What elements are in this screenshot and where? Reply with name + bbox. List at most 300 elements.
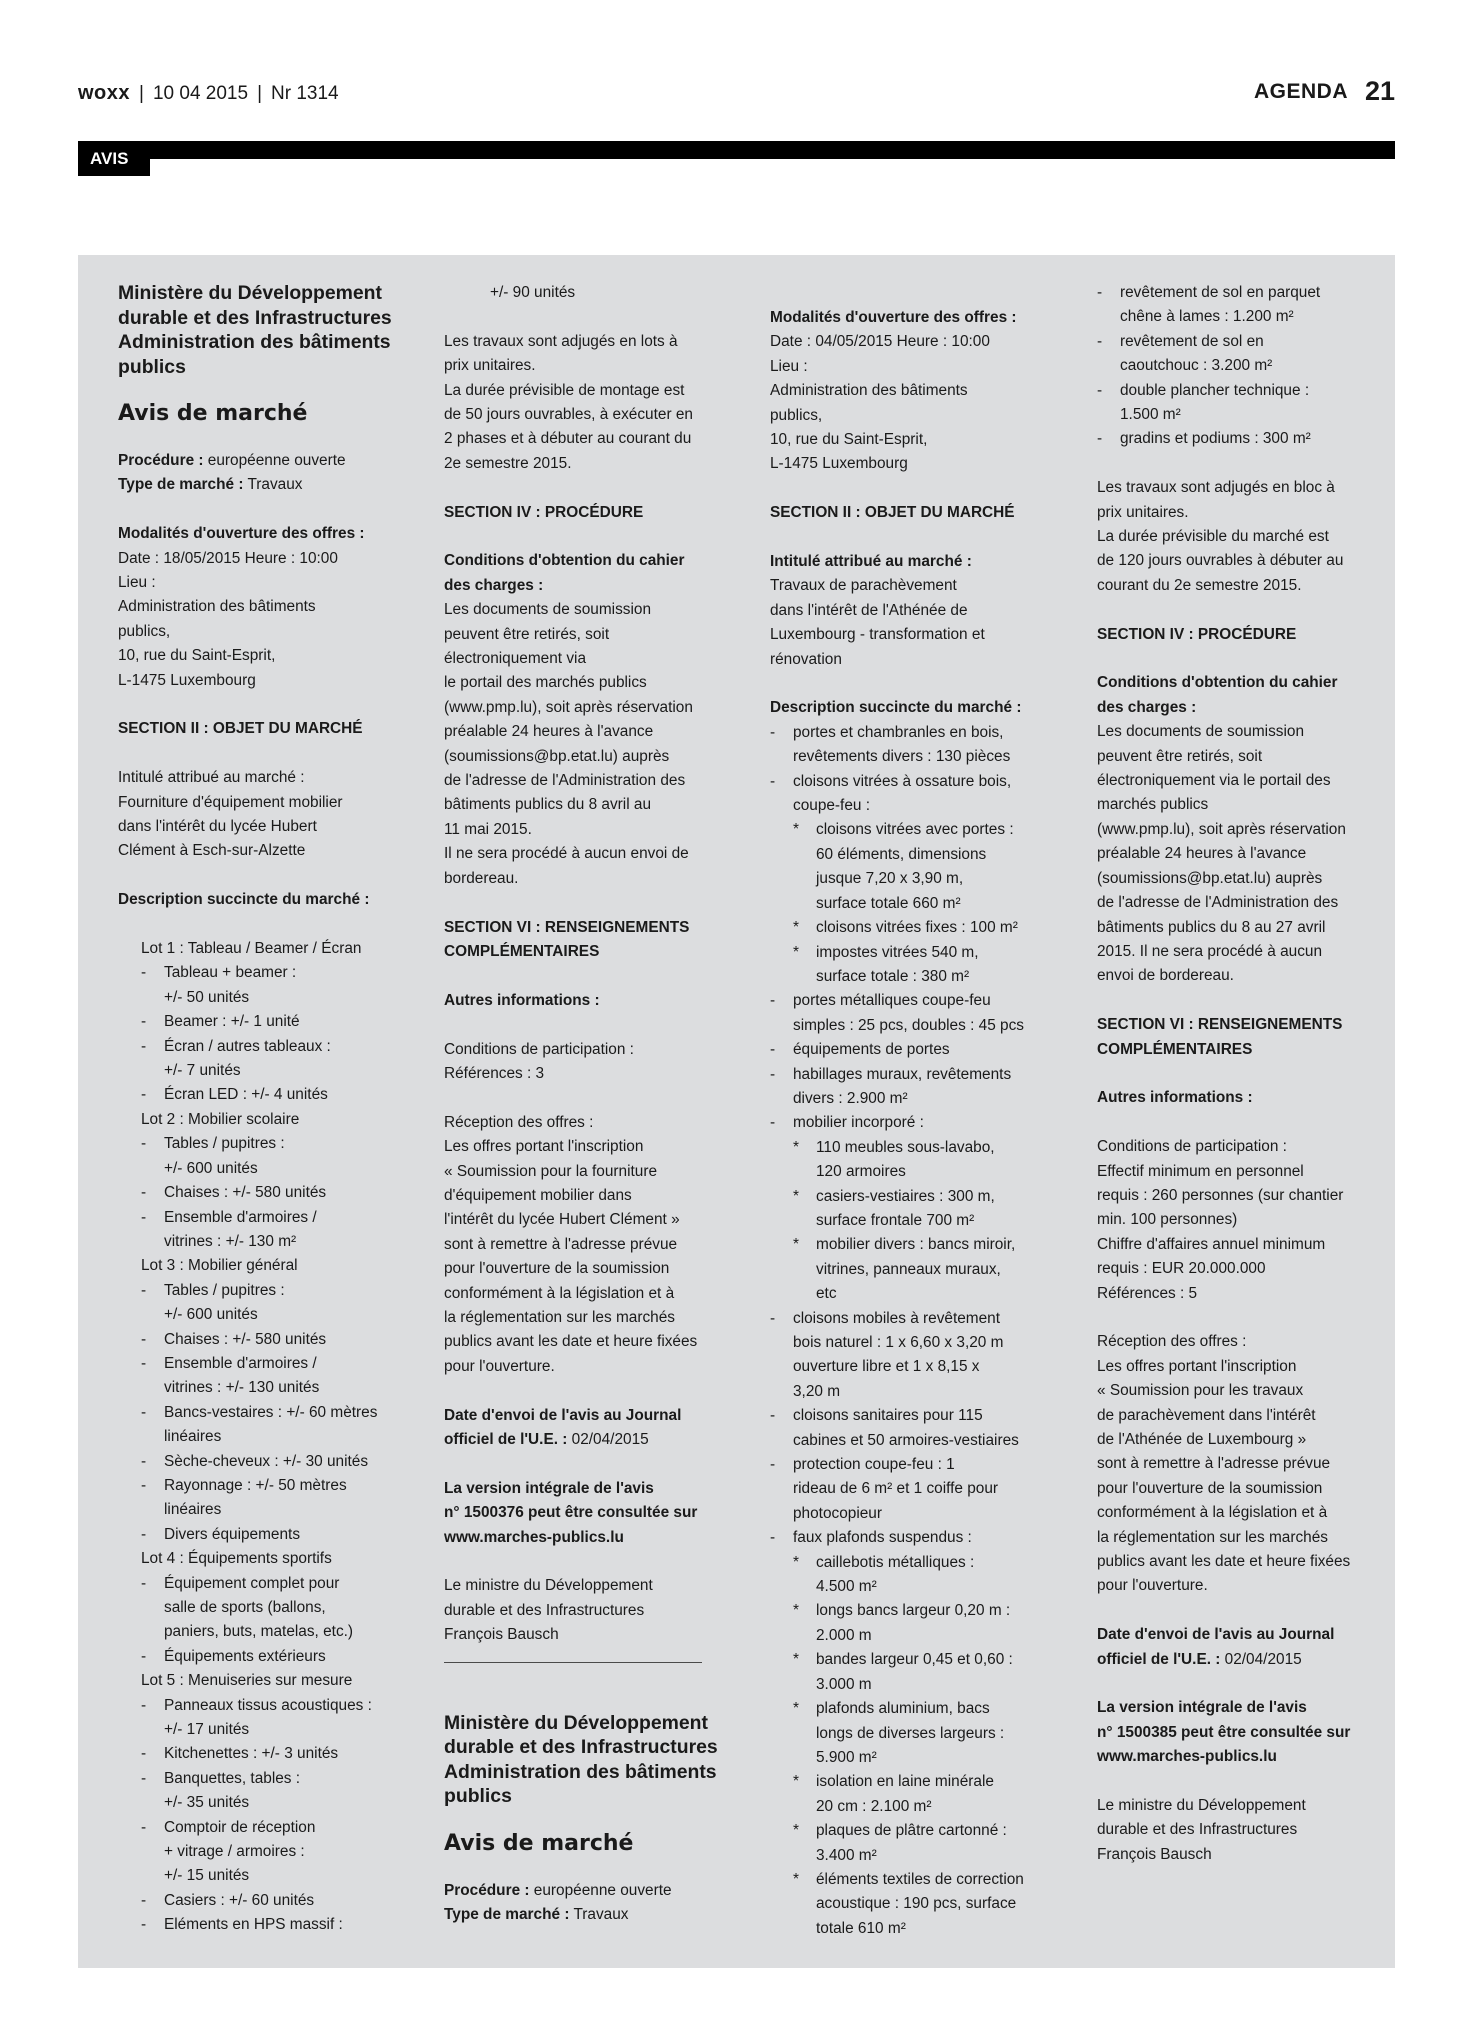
dash-bullet: -	[141, 1647, 147, 1665]
text-line: cloisons mobiles à revêtement	[793, 1309, 1001, 1327]
text-line: publics,	[770, 406, 823, 424]
text-line: équipements de portes	[793, 1041, 950, 1059]
work-subitem	[770, 1648, 1075, 1697]
notice-divider	[444, 1662, 702, 1663]
org-line: Ministère du Développement	[118, 282, 382, 304]
column-4	[1097, 281, 1402, 1867]
text-line: Les offres portant l'inscription	[444, 1138, 644, 1156]
text-line: gradins et podiums : 300 m²	[1120, 430, 1311, 448]
text-line: Bancs-vestaires : +/- 60 mètres	[164, 1403, 378, 1421]
work-item	[1097, 281, 1402, 330]
text-line: Divers équipements	[164, 1525, 301, 1543]
lot-item	[118, 1401, 423, 1450]
dash-bullet: -	[141, 1037, 147, 1055]
work-item	[1097, 379, 1402, 428]
text-line: préalable 24 heures à l'avance	[1097, 845, 1307, 863]
text-line: dans l'intérêt du lycée Hubert	[118, 818, 317, 836]
text-line: requis : 260 personnes (sur chantier	[1097, 1186, 1344, 1204]
type-value: Travaux	[243, 476, 303, 494]
text-line: dans l'intérêt de l'Athénée de	[770, 601, 968, 619]
asterisk-bullet: *	[793, 1773, 799, 1791]
other-info-heading: Autres informations :	[444, 991, 600, 1009]
text-line: électroniquement via	[444, 650, 587, 668]
text-line: Équipements extérieurs	[164, 1647, 326, 1665]
text-line: habillages muraux, revêtements	[793, 1065, 1012, 1083]
text-line: Écran / autres tableaux :	[164, 1037, 331, 1055]
dash-bullet: -	[770, 1529, 776, 1547]
lot-item	[118, 1181, 423, 1205]
text-line: 10, rue du Saint-Esprit,	[118, 647, 276, 665]
type-line	[444, 1903, 749, 1927]
text-line: rénovation	[770, 650, 842, 668]
text-line: 4.500 m²	[816, 1578, 877, 1596]
masthead	[78, 82, 339, 105]
dash-bullet: -	[141, 1086, 147, 1104]
text-line: pour l'ouverture de la soumission	[1097, 1479, 1323, 1497]
text-line: isolation en laine minérale	[816, 1773, 994, 1791]
text-line: salle de sports (ballons,	[164, 1599, 326, 1617]
participation-lines	[444, 1038, 749, 1087]
dash-bullet: -	[770, 1041, 776, 1059]
text-line: cloisons sanitaires pour 115	[793, 1407, 983, 1425]
text-line: acoustique : 190 pcs, surface	[816, 1895, 1017, 1913]
dash-bullet: -	[1097, 332, 1103, 350]
issue-number: Nr 1314	[271, 83, 339, 104]
full-version-link	[444, 1477, 749, 1550]
dash-bullet: -	[141, 1574, 147, 1592]
text-line: min. 100 personnes)	[1097, 1211, 1238, 1229]
text-line: +/- 17 unités	[164, 1721, 250, 1739]
text-line: longs de diverses largeurs :	[816, 1724, 1005, 1742]
section-name: AGENDA	[1253, 80, 1348, 103]
section2-heading: SECTION II : OBJET DU MARCHÉ	[118, 720, 363, 738]
intitule-heading: Intitulé attribué au marché :	[770, 553, 972, 571]
text-line: caoutchouc : 3.200 m²	[1120, 357, 1273, 375]
text-line: vitrines : +/- 130 m²	[164, 1232, 297, 1250]
work-subitem	[770, 1185, 1075, 1234]
lot-item	[118, 961, 423, 1010]
dash-bullet: -	[770, 723, 776, 741]
text-line: Les documents de soumission	[1097, 723, 1305, 741]
text-line: Lieu :	[770, 357, 808, 375]
separator: |	[139, 83, 144, 104]
text-line: 2e semestre 2015.	[444, 454, 572, 472]
dash-bullet: -	[141, 1013, 147, 1031]
text-line: conformément à la législation et à	[444, 1284, 675, 1302]
lot-item	[118, 1572, 423, 1645]
text-line: des charges :	[444, 576, 544, 594]
lot-heading: Lot 4 : Équipements sportifs	[141, 1550, 332, 1568]
separator: |	[257, 83, 262, 104]
text-line: Le ministre du Développement	[444, 1577, 653, 1595]
award-lines	[444, 330, 749, 476]
dash-bullet: -	[141, 1330, 147, 1348]
work-subitem	[770, 941, 1075, 990]
text-line: 3.400 m²	[816, 1846, 877, 1864]
text-line: revêtement de sol en	[1120, 332, 1264, 350]
dash-bullet: -	[141, 1281, 147, 1299]
text-line: Administration des bâtiments	[770, 382, 968, 400]
notice1-title: Avis de marché	[118, 401, 308, 426]
works-list-continued	[1097, 281, 1402, 452]
text-line: 3,20 m	[793, 1382, 841, 1400]
lot-item	[118, 1450, 423, 1474]
intitule-lines	[770, 574, 1075, 672]
text-line: www.marches-publics.lu	[1097, 1748, 1277, 1766]
text-line: Tables / pupitres :	[164, 1135, 285, 1153]
text-line: totale 610 m²	[816, 1919, 906, 1937]
text-line: La durée prévisible du marché est	[1097, 528, 1329, 546]
text-line: Les offres portant l'inscription	[1097, 1357, 1297, 1375]
text-line: jusque 7,20 x 3,90 m,	[816, 870, 964, 888]
text-line: Comptoir de réception	[164, 1818, 316, 1836]
text-line: Date : 18/05/2015 Heure : 10:00	[118, 549, 338, 567]
work-item	[1097, 330, 1402, 379]
text-line: 5.900 m²	[816, 1748, 877, 1766]
work-subitem	[770, 1697, 1075, 1770]
asterisk-bullet: *	[793, 1651, 799, 1669]
text-line: de 120 jours ouvrables à débuter au	[1097, 552, 1344, 570]
text-line: 11 mai 2015.	[444, 820, 532, 838]
text-line: prix unitaires.	[1097, 503, 1189, 521]
work-subitem	[770, 1233, 1075, 1306]
notice2-org	[444, 1711, 749, 1809]
text-line: www.marches-publics.lu	[444, 1528, 624, 1546]
header-rule	[78, 141, 1395, 159]
text-line: Travaux de parachèvement	[770, 577, 957, 595]
text-line: + vitrage / armoires :	[164, 1843, 305, 1861]
text-line: 2.000 m	[816, 1626, 872, 1644]
text-line: prix unitaires.	[444, 357, 536, 375]
lot-item	[118, 1279, 423, 1328]
text-line: cloisons vitrées avec portes :	[816, 821, 1014, 839]
text-line: préalable 24 heures à l'avance	[444, 723, 654, 741]
text-line: +/- 50 unités	[164, 988, 250, 1006]
text-line: 20 cm : 2.100 m²	[816, 1797, 932, 1815]
dash-bullet: -	[141, 1354, 147, 1372]
dash-bullet: -	[770, 1456, 776, 1474]
text-line: (www.pmp.lu), soit après réservation	[1097, 820, 1346, 838]
text-line: Ensemble d'armoires /	[164, 1354, 317, 1372]
type-label: Type de marché :	[444, 1906, 570, 1923]
text-line: (soumissions@bp.etat.lu) auprès	[1097, 869, 1323, 887]
text-line: Banquettes, tables :	[164, 1769, 301, 1787]
text-line: durable et des Infrastructures	[1097, 1821, 1298, 1839]
lot-item	[118, 1913, 423, 1937]
lot-item	[118, 1206, 423, 1255]
text-line: double plancher technique :	[1120, 381, 1310, 399]
text-line: Conditions d'obtention du cahier	[444, 552, 685, 570]
text-line: portes et chambranles en bois,	[793, 723, 1004, 741]
procedure-value: européenne ouverte	[529, 1881, 672, 1899]
dash-bullet: -	[1097, 430, 1103, 448]
work-item	[770, 721, 1075, 770]
description-heading: Description succincte du marché :	[118, 891, 370, 909]
dash-bullet: -	[770, 1114, 776, 1132]
text-line: Panneaux tissus acoustiques :	[164, 1696, 372, 1714]
journal-label: officiel de l'U.E. :	[1097, 1650, 1221, 1668]
text-line: 110 meubles sous-lavabo,	[816, 1138, 995, 1156]
work-item	[770, 1526, 1075, 1550]
asterisk-bullet: *	[793, 1822, 799, 1840]
text-line: pour l'ouverture.	[444, 1357, 555, 1375]
dash-bullet: -	[141, 1696, 147, 1714]
asterisk-bullet: *	[793, 1870, 799, 1888]
text-line: de l'adresse de l'Administration des	[1097, 894, 1339, 912]
text-line: mobilier incorporé :	[793, 1114, 924, 1132]
section6-heading	[444, 916, 749, 965]
text-line: 2 phases et à débuter au courant du	[444, 430, 692, 448]
lot-item	[118, 1083, 423, 1107]
text-line: surface frontale 700 m²	[816, 1211, 975, 1229]
work-subitem	[770, 818, 1075, 916]
text-line: électroniquement via le portail des	[1097, 772, 1331, 790]
text-line: bâtiments publics du 8 au 27 avril	[1097, 918, 1326, 936]
description-heading: Description succincte du marché :	[770, 699, 1022, 717]
dash-bullet: -	[770, 772, 776, 790]
text-line: l'intérêt du lycée Hubert Clément »	[444, 1211, 680, 1229]
text-line: (www.pmp.lu), soit après réservation	[444, 698, 693, 716]
text-line: Équipement complet pour	[164, 1574, 340, 1592]
asterisk-bullet: *	[793, 1236, 799, 1254]
conditions-heading	[444, 549, 749, 598]
text-line: durable et des Infrastructures	[444, 1601, 645, 1619]
text-line: François Bausch	[1097, 1845, 1212, 1863]
work-subitem	[770, 1551, 1075, 1600]
text-line: Administration des bâtiments	[118, 598, 316, 616]
text-line: éléments textiles de correction	[816, 1870, 1024, 1888]
text-line: photocopieur	[793, 1504, 882, 1522]
text-line: n° 1500385 peut être consultée sur	[1097, 1723, 1351, 1741]
conditions-lines	[444, 598, 749, 891]
dash-bullet: -	[141, 1476, 147, 1494]
lot-item	[118, 1010, 423, 1034]
text-line: linéaires	[164, 1428, 222, 1446]
text-line: sont à remettre à l'adresse prévue	[1097, 1455, 1331, 1473]
text-line: cloisons vitrées à ossature bois,	[793, 772, 1012, 790]
text-line: 2015. Il ne sera procédé à aucun	[1097, 942, 1323, 960]
section2-heading: SECTION II : OBJET DU MARCHÉ	[770, 504, 1015, 522]
text-line: Lieu :	[118, 574, 156, 592]
text-line: publics,	[118, 622, 171, 640]
text-line: plaques de plâtre cartonné :	[816, 1822, 1007, 1840]
dash-bullet: -	[141, 1403, 147, 1421]
org-line: publics	[444, 1785, 512, 1808]
dash-bullet: -	[141, 1525, 147, 1543]
text-line: La version intégrale de l'avis	[1097, 1699, 1307, 1717]
text-line: impostes vitrées 540 m,	[816, 943, 979, 961]
dash-bullet: -	[1097, 284, 1103, 301]
text-line: etc	[816, 1285, 837, 1303]
text-line: d'équipement mobilier dans	[444, 1186, 632, 1204]
text-line: publics avant les date et heure fixées	[444, 1333, 698, 1351]
text-line: +/- 600 unités	[164, 1306, 258, 1324]
page-number: 21	[1364, 76, 1395, 106]
journal-label: Date d'envoi de l'avis au Journal	[444, 1406, 682, 1424]
journal-date: 02/04/2015	[1220, 1650, 1302, 1668]
text-line: revêtement de sol en parquet	[1120, 284, 1321, 301]
journal-label: officiel de l'U.E. :	[444, 1430, 568, 1448]
work-subitem	[770, 916, 1075, 940]
text-line: Tableau + beamer :	[164, 964, 297, 982]
opening-heading: Modalités d'ouverture des offres :	[770, 309, 1017, 326]
asterisk-bullet: *	[793, 821, 799, 839]
text-line: pour l'ouverture.	[1097, 1577, 1208, 1595]
type-line	[118, 473, 423, 497]
text-line: paniers, buts, matelas, etc.)	[164, 1623, 354, 1641]
asterisk-bullet: *	[793, 1700, 799, 1718]
text-line: 120 armoires	[816, 1163, 906, 1181]
asterisk-bullet: *	[793, 943, 799, 961]
brand-logo: woxx	[78, 82, 131, 104]
opening-heading: Modalités d'ouverture des offres :	[118, 525, 365, 543]
lot-heading: Lot 2 : Mobilier scolaire	[141, 1110, 300, 1128]
text-line: Chaises : +/- 580 unités	[164, 1184, 327, 1202]
text-line: La durée prévisible de montage est	[444, 381, 685, 399]
text-line: Chaises : +/- 580 unités	[164, 1330, 327, 1348]
lot-heading: Lot 1 : Tableau / Beamer / Écran	[141, 940, 362, 958]
section6-heading	[1097, 1013, 1402, 1062]
org-line: Administration des bâtiments	[444, 1760, 717, 1783]
text-line: marchés publics	[1097, 796, 1209, 814]
text-line: divers : 2.900 m²	[793, 1089, 908, 1107]
text-line: « Soumission pour la fourniture	[444, 1162, 658, 1180]
text-line: bordereau.	[444, 869, 519, 887]
text-line: envoi de bordereau.	[1097, 967, 1234, 985]
lot-item	[118, 1328, 423, 1352]
text-line: n° 1500376 peut être consultée sur	[444, 1504, 698, 1522]
text-line: plafonds aluminium, bacs	[816, 1700, 990, 1718]
text-line: protection coupe-feu : 1	[793, 1456, 955, 1474]
dash-bullet: -	[770, 1407, 776, 1425]
text-line: linéaires	[164, 1501, 222, 1519]
other-info-heading: Autres informations :	[1097, 1089, 1253, 1107]
dash-bullet: -	[141, 1769, 147, 1787]
text-line: peuvent être retirés, soit	[1097, 747, 1263, 765]
lot-item	[118, 1889, 423, 1913]
journal-date-block	[1097, 1623, 1402, 1672]
dash-bullet: -	[770, 1309, 776, 1327]
asterisk-bullet: *	[793, 1138, 799, 1156]
text-line: Effectif minimum en personnel	[1097, 1162, 1304, 1180]
dash-bullet: -	[770, 992, 776, 1010]
text-line: conformément à la législation et à	[1097, 1504, 1328, 1522]
text-line: Réception des offres :	[444, 1113, 594, 1131]
text-line: la réglementation sur les marchés	[444, 1308, 675, 1326]
work-item	[770, 1111, 1075, 1135]
dash-bullet: -	[141, 1208, 147, 1226]
text-line: Beamer : +/- 1 unité	[164, 1013, 300, 1031]
lot-item	[118, 1694, 423, 1743]
text-line: revêtements divers : 130 pièces	[793, 748, 1011, 766]
text-line: faux plafonds suspendus :	[793, 1529, 972, 1547]
type-label: Type de marché :	[118, 476, 244, 494]
text-line: 1.500 m²	[1120, 406, 1181, 424]
text-line: longs bancs largeur 0,20 m :	[816, 1602, 1011, 1620]
text-line: L-1475 Luxembourg	[118, 671, 256, 689]
text-line: Les travaux sont adjugés en lots à	[444, 332, 678, 350]
text-line: Les documents de soumission	[444, 601, 652, 619]
text-line: de l'Athénée de Luxembourg »	[1097, 1430, 1307, 1448]
text-line: coupe-feu :	[793, 797, 871, 815]
lot-item	[118, 1523, 423, 1547]
intitule-lines	[118, 766, 423, 864]
lot-item	[118, 1645, 423, 1669]
text-line: Références : 5	[1097, 1284, 1198, 1302]
text-line: Casiers : +/- 60 unités	[164, 1891, 315, 1909]
opening-lines	[118, 547, 423, 693]
text-line: casiers-vestiaires : 300 m,	[816, 1187, 995, 1205]
lot-item	[118, 1035, 423, 1084]
text-line: cabines et 50 armoires-vestiaires	[793, 1431, 1019, 1449]
text-line: +/- 15 unités	[164, 1867, 250, 1885]
dash-bullet: -	[1097, 381, 1103, 399]
text-line: Il ne sera procédé à aucun envoi de	[444, 845, 689, 863]
reception-lines	[1097, 1330, 1402, 1598]
hps-quantity: +/- 90 unités	[490, 284, 576, 301]
text-line: surface totale 660 m²	[816, 894, 961, 912]
text-line: chêne à lames : 1.200 m²	[1120, 308, 1294, 326]
text-line: caillebotis métalliques :	[816, 1553, 975, 1571]
text-line: François Bausch	[444, 1626, 559, 1644]
asterisk-bullet: *	[793, 1602, 799, 1620]
work-subitem	[770, 1599, 1075, 1648]
work-item	[770, 1404, 1075, 1453]
lot-heading: Lot 3 : Mobilier général	[141, 1257, 298, 1275]
text-line: Eléments en HPS massif :	[164, 1916, 343, 1934]
text-line: Réception des offres :	[1097, 1333, 1247, 1351]
text-line: Les travaux sont adjugés en bloc à	[1097, 479, 1335, 497]
text-line: Sèche-cheveux : +/- 30 unités	[164, 1452, 369, 1470]
text-line: portes métalliques coupe-feu	[793, 992, 991, 1010]
work-subitem	[770, 1770, 1075, 1819]
text-line: Tables / pupitres :	[164, 1281, 285, 1299]
full-version-link	[1097, 1696, 1402, 1769]
opening-lines	[770, 330, 1075, 476]
text-line: ouverture libre et 1 x 8,15 x	[793, 1358, 980, 1376]
works-list	[770, 721, 1075, 1941]
work-item	[770, 989, 1075, 1038]
text-line: Chiffre d'affaires annuel minimum	[1097, 1235, 1326, 1253]
dash-bullet: -	[141, 1818, 147, 1836]
org-line: Ministère du Développement	[444, 1711, 708, 1734]
text-line: Écran LED : +/- 4 unités	[164, 1086, 328, 1104]
dash-bullet: -	[141, 1452, 147, 1470]
type-value: Travaux	[569, 1906, 629, 1923]
lot-item	[118, 1816, 423, 1889]
text-line: Kitchenettes : +/- 3 unités	[164, 1745, 339, 1763]
work-item	[770, 1038, 1075, 1062]
text-line: 60 éléments, dimensions	[816, 845, 987, 863]
award-lines	[1097, 476, 1402, 598]
text-line: Fourniture d'équipement mobilier	[118, 793, 343, 811]
text-line: La version intégrale de l'avis	[444, 1479, 654, 1497]
text-line: vitrines : +/- 130 unités	[164, 1379, 320, 1397]
procedure-label: Procédure :	[118, 452, 204, 469]
text-line: SECTION VI : RENSEIGNEMENTS	[444, 918, 690, 936]
text-line: Conditions de participation :	[1097, 1138, 1287, 1156]
lot-item	[118, 1742, 423, 1766]
lot-item	[118, 1352, 423, 1401]
text-line: +/- 600 unités	[164, 1159, 258, 1177]
reception-lines	[444, 1111, 749, 1379]
org-line: durable et des Infrastructures	[118, 306, 392, 329]
column-3	[770, 306, 1075, 1941]
section4-heading: SECTION IV : PROCÉDURE	[444, 503, 644, 521]
text-line: COMPLÉMENTAIRES	[1097, 1040, 1253, 1058]
column-1	[118, 281, 423, 1938]
org-line: durable et des Infrastructures	[444, 1736, 718, 1759]
